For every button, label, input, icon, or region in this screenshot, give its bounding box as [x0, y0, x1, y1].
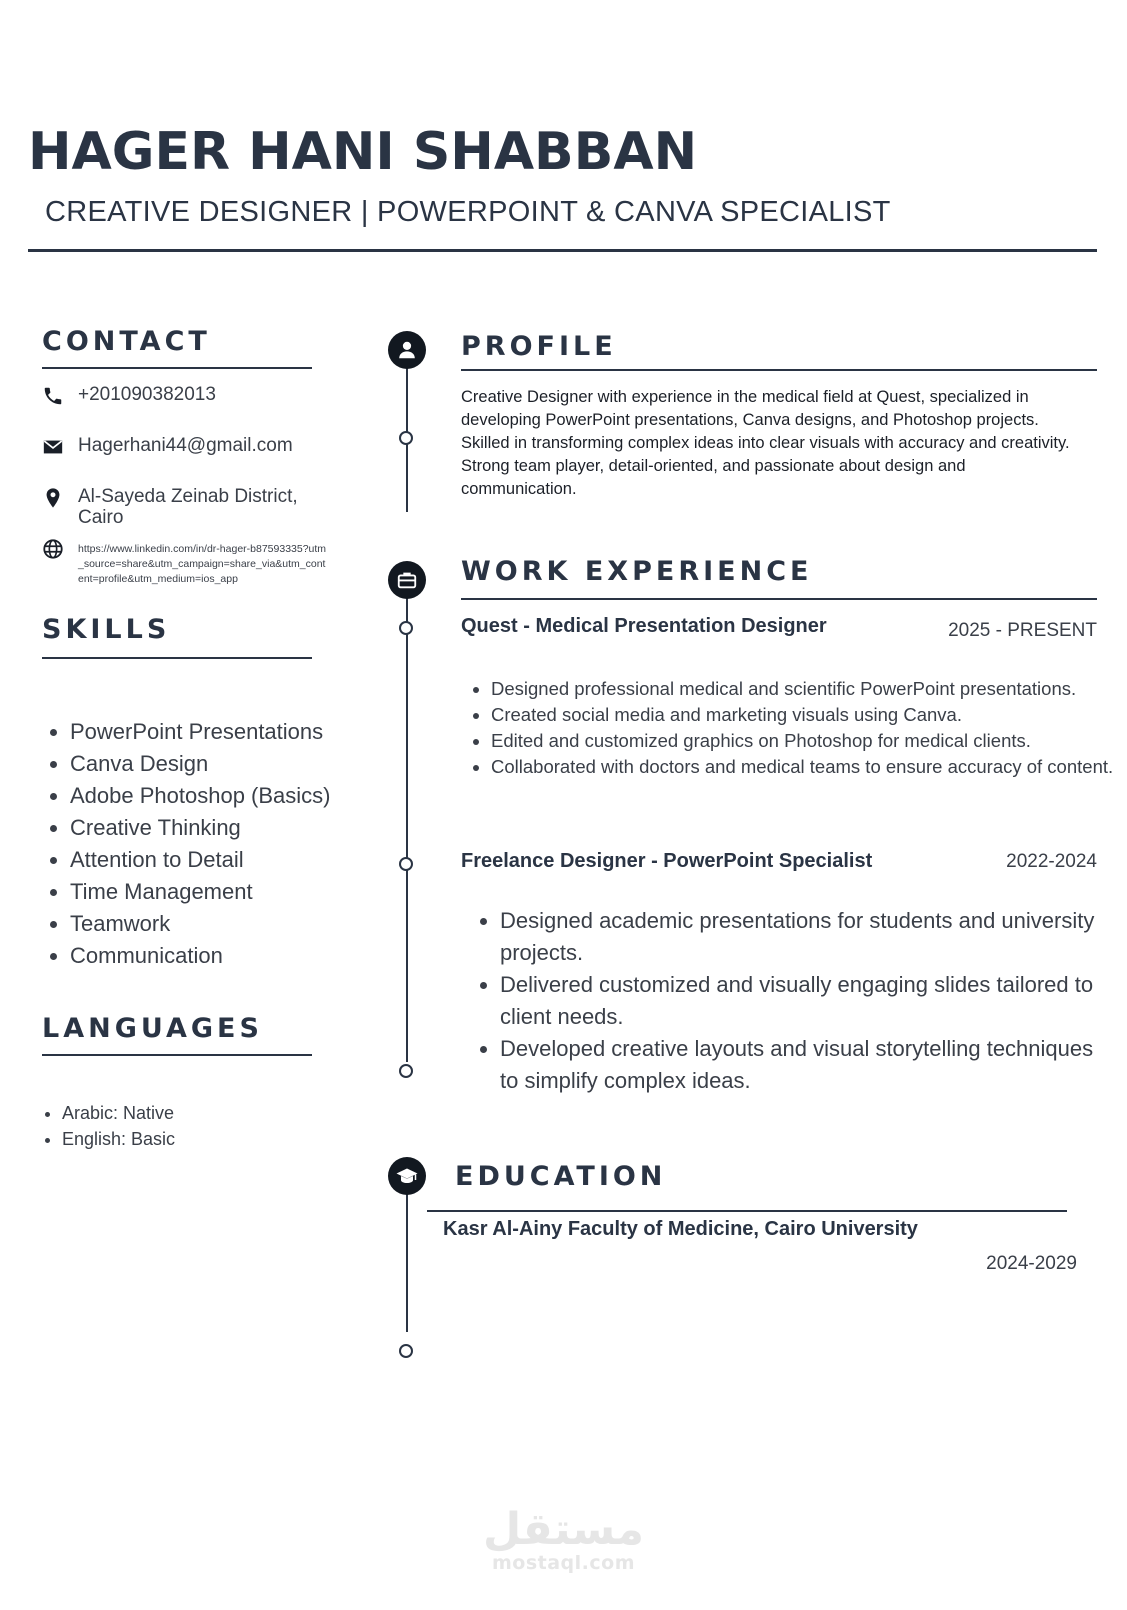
location-pin-icon [42, 487, 64, 509]
watermark-logo-arabic: مستقل [483, 1504, 644, 1555]
list-item: • Designed professional medical and scientific PowerPoint presentations. [491, 676, 1126, 702]
timeline-node [399, 1344, 413, 1358]
profile-heading: PROFILE [461, 331, 617, 362]
resume-name: HAGER HANI SHABBAN [28, 122, 698, 182]
list-item: • PowerPoint Presentations [70, 716, 331, 748]
languages-divider [42, 1054, 312, 1056]
globe-icon [42, 538, 64, 560]
watermark-logo-latin: mostaql.com [491, 1552, 635, 1574]
profile-summary: Creative Designer with experience in the medical field at Quest, specialized in developing PowerPoint presentations, Canva designs, and Photoshop projects. Skilled in transforming complex ideas into clear visuals with accuracy and creativity. Strong team player, detail-oriented, and passionate about design and communication. [461, 388, 1070, 498]
user-icon [396, 339, 418, 361]
job-title: Quest - Medical Presentation Designer [461, 615, 827, 637]
education-badge [388, 1157, 426, 1195]
education-date: 2024-2029 [986, 1253, 1077, 1274]
list-item: • Attention to Detail [70, 844, 331, 876]
contact-linkedin [42, 542, 328, 587]
email-address[interactable]: Hagerhani44@gmail.com [78, 435, 293, 456]
resume-subtitle: CREATIVE DESIGNER | POWERPOINT & CANVA SPECIALIST [45, 196, 891, 228]
list-item: • Created social media and marketing visuals using Canva. [491, 702, 1126, 728]
list-item: • Communication [70, 940, 331, 972]
graduation-cap-icon [395, 1164, 419, 1188]
job-duties-list [470, 905, 1100, 1097]
timeline-node [399, 857, 413, 871]
timeline-node [399, 431, 413, 445]
list-item: • Creative Thinking [70, 812, 331, 844]
list-item: • Adobe Photoshop (Basics) [70, 780, 331, 812]
list-item: • Collaborated with doctors and medical teams to ensure accuracy of content. [491, 754, 1126, 780]
timeline-node [399, 621, 413, 635]
timeline-node [399, 1064, 413, 1078]
watermark [0, 1504, 1127, 1574]
header-divider [28, 249, 1097, 252]
skills-divider [42, 657, 312, 659]
linkedin-url[interactable]: https://www.linkedin.com/in/dr-hager-b87593335?utm_source=share&utm_campaign=share_via&utm_content=profile&utm_medium=ios_app [78, 543, 327, 585]
briefcase-icon [396, 569, 418, 591]
contact-email [42, 435, 293, 458]
education-heading: EDUCATION [455, 1161, 667, 1192]
list-item: • Time Management [70, 876, 331, 908]
list-item: • Teamwork [70, 908, 331, 940]
address-text: Al-Sayeda Zeinab District, Cairo [78, 486, 298, 528]
list-item: • Developed creative layouts and visual storytelling techniques to simplify complex ideas. [500, 1033, 1100, 1097]
job-title: Freelance Designer - PowerPoint Specialist [461, 850, 873, 872]
list-item: • Arabic: Native [62, 1100, 175, 1126]
envelope-icon [42, 436, 64, 458]
list-item: • Delivered customized and visually engaging slides tailored to client needs. [500, 969, 1100, 1033]
contact-divider [42, 367, 312, 369]
contact-address [42, 486, 318, 528]
work-divider [461, 598, 1097, 600]
phone-icon [42, 385, 64, 407]
school-name: Kasr Al-Ainy Faculty of Medicine, Cairo University [443, 1218, 918, 1240]
contact-phone [42, 384, 216, 407]
list-item: • Edited and customized graphics on Photoshop for medical clients. [491, 728, 1126, 754]
list-item: • Canva Design [70, 748, 331, 780]
timeline-segment-work [406, 580, 408, 1062]
contact-heading: CONTACT [42, 326, 211, 357]
skills-list [48, 716, 331, 972]
languages-list [42, 1100, 175, 1152]
phone-number[interactable]: +201090382013 [78, 384, 216, 405]
job-date: 2022-2024 [1006, 851, 1097, 872]
profile-divider [461, 369, 1097, 371]
work-badge [388, 561, 426, 599]
job-date: 2025 - PRESENT [948, 620, 1097, 641]
list-item: • English: Basic [62, 1126, 175, 1152]
education-divider [427, 1210, 1067, 1212]
skills-heading: SKILLS [42, 614, 171, 645]
work-heading: WORK EXPERIENCE [461, 556, 813, 587]
job-duties-list [461, 676, 1126, 780]
profile-badge [388, 331, 426, 369]
list-item: • Designed academic presentations for students and university projects. [500, 905, 1100, 969]
languages-heading: LANGUAGES [42, 1013, 263, 1044]
